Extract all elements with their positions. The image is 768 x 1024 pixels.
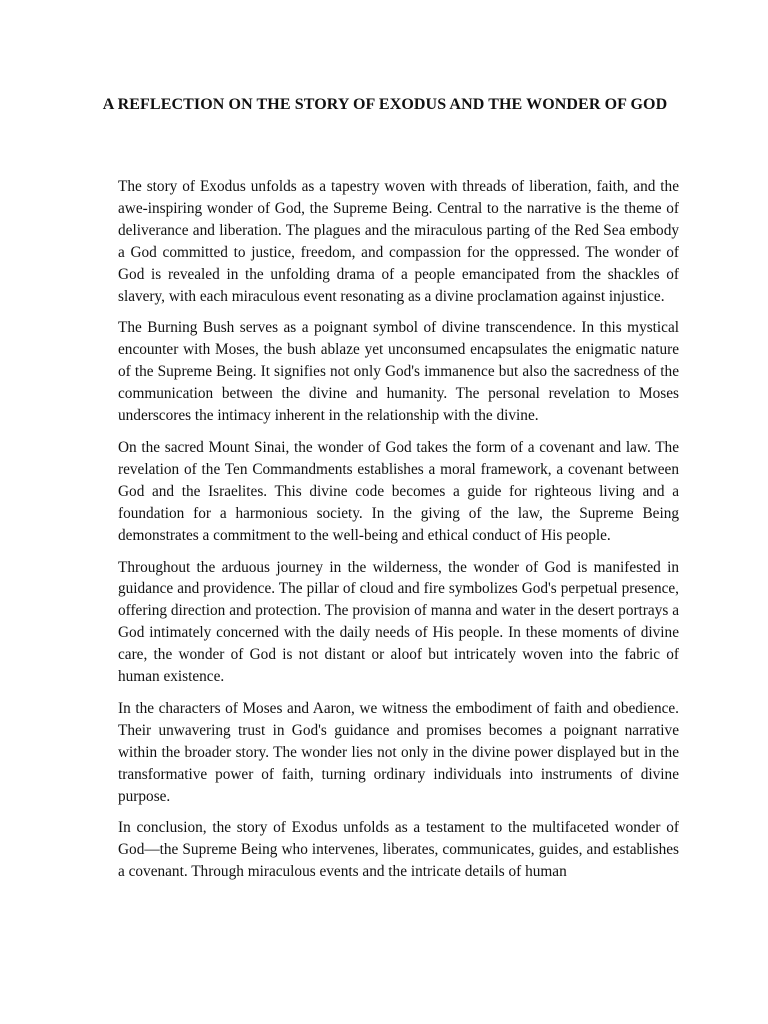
document-title: A REFLECTION ON THE STORY OF EXODUS AND THE WONDER OF GOD [102,96,668,113]
paragraph-5: In the characters of Moses and Aaron, we witness the embodiment of faith and obedience. Their unwavering trust in God's guidance and promises becomes a poignant narrative within the broader story. The wonder lies not only in the divine power displayed but in the transformative power of faith, turning ordinary individuals into instruments of divine purpose. [118,699,679,805]
paragraph-4: Throughout the arduous journey in the wilderness, the wonder of God is manifested in guidance and providence. The pillar of cloud and fire symbolizes God's perpetual presence, offering direction and protection. The provision of manna and water in the desert portrays a God intimately concerned with the daily needs of His people. In these moments of divine care, the wonder of God is not distant or aloof but intricately woven into the fabric of human existence. [118,558,679,686]
paragraph-6: In conclusion, the story of Exodus unfolds as a testament to the multifaceted wonder of God—the Supreme Being who intervenes, liberates, communicates, guides, and establishes a covenant. Through miraculous events and the intricate details of human [118,819,679,881]
document-body [118,176,679,893]
paragraph-2: The Burning Bush serves as a poignant symbol of divine transcendence. In this mystical encounter with Moses, the bush ablaze yet unconsumed encapsulates the enigmatic nature of the Supreme Being. It signifies not only God's immanence but also the sacredness of the communication between the divine and humanity. The personal revelation to Moses underscores the intimacy inherent in the relationship with the divine. [118,319,679,425]
paragraph-3: On the sacred Mount Sinai, the wonder of God takes the form of a covenant and law. The revelation of the Ten Commandments establishes a moral framework, a covenant between God and the Israelites. This divine code becomes a guide for righteous living and a foundation for a harmonious society. In the giving of the law, the Supreme Being demonstrates a commitment to the well-being and ethical conduct of His people. [118,438,679,544]
paragraph-1: The story of Exodus unfolds as a tapestry woven with threads of liberation, faith, and the awe-inspiring wonder of God, the Supreme Being. Central to the narrative is the theme of deliverance and liberation. The plagues and the miraculous parting of the Red Sea embody a God committed to justice, freedom, and compassion for the oppressed. The wonder of God is revealed in the unfolding drama of a people emancipated from the shackles of slavery, with each miraculous event resonating as a divine proclamation against injustice. [118,178,679,305]
